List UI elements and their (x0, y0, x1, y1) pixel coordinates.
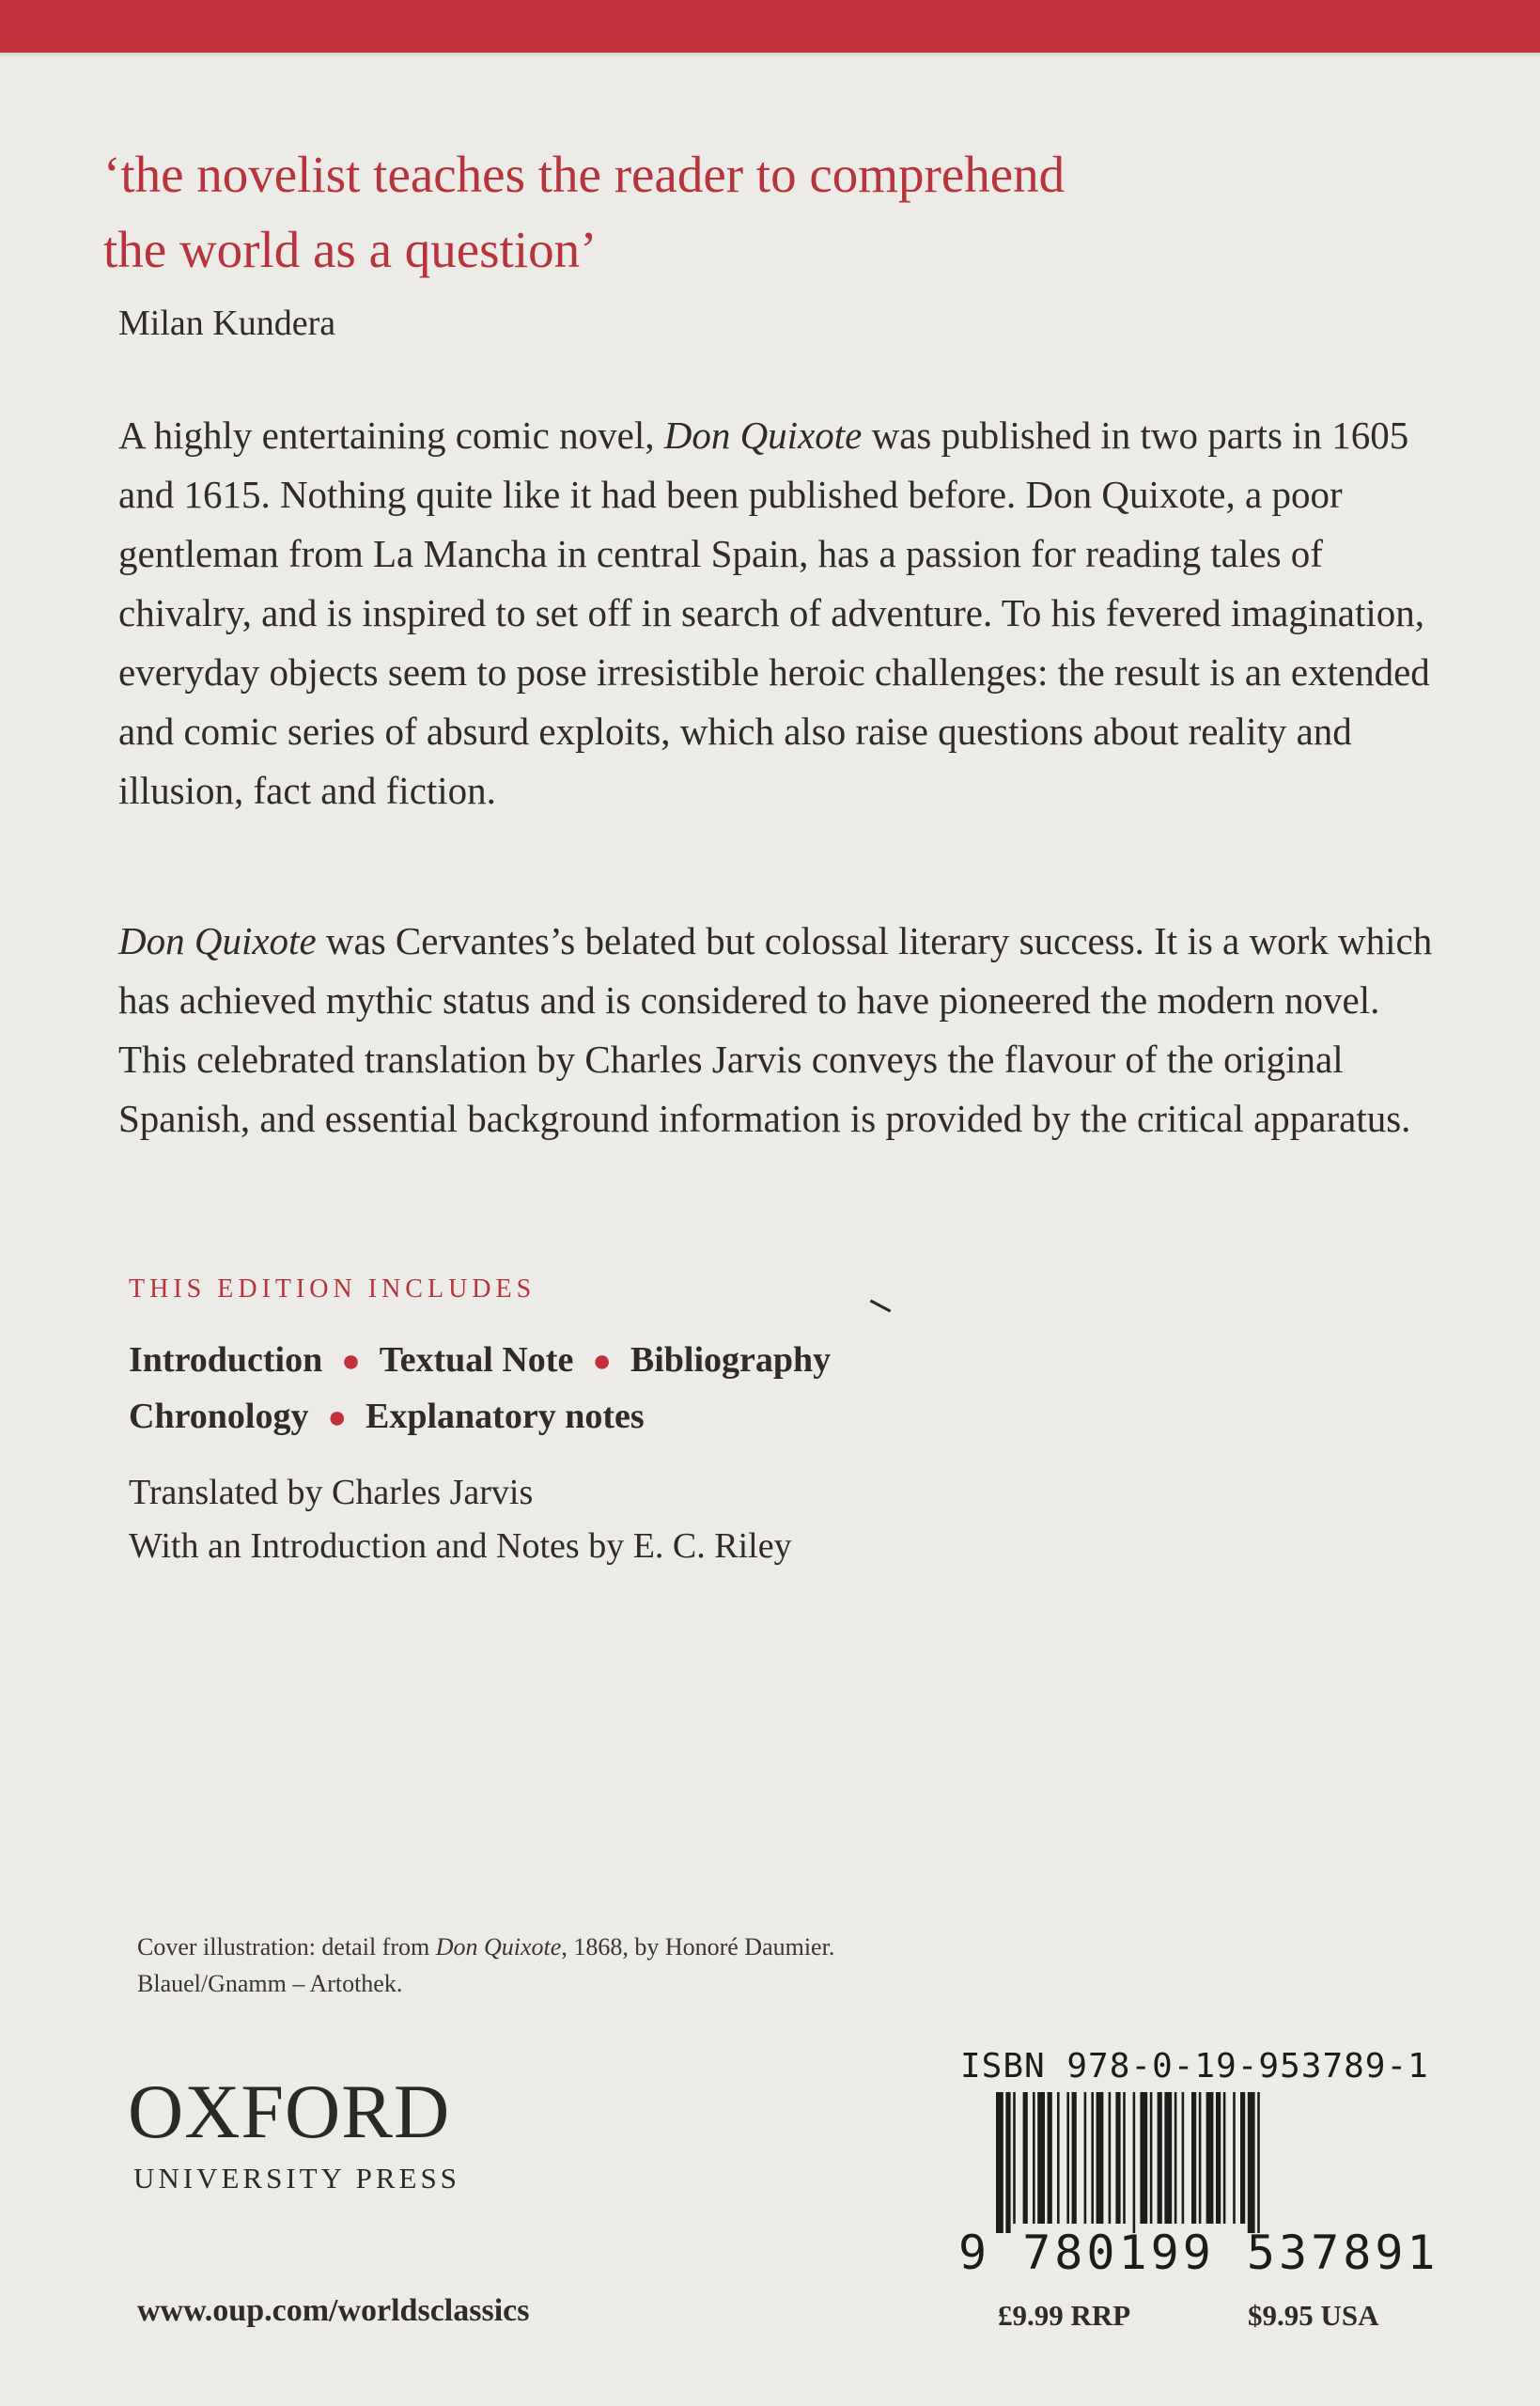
epigraph-quote (103, 137, 1325, 288)
translator-credit: Translated by Charles Jarvis (129, 1473, 534, 1512)
includes-row-2 (129, 1389, 1162, 1445)
bullet-dot-icon: ● (327, 1400, 347, 1435)
barcode-bar (1206, 2092, 1214, 2224)
barcode-bar (1109, 2092, 1112, 2224)
cover-credit-intro: Cover illustration: detail from (137, 1933, 436, 1961)
barcode-bar (1084, 2092, 1087, 2224)
blurb-p1-body: was published in two parts in 1605 and 1615. Nothing quite like it had been published before. Don Quixote, a poor gentleman from La Mancha in central Spain, has a passion for reading tales of chivalry, and is inspired to set off in search of adventure. To his fevered imagination, everyday objects seem to pose irresistible heroic challenges: the result is an extended and comic series of absurd exploits, which also raise questions about reality and illusion, fact and fiction. (118, 414, 1430, 812)
includes-heading: THIS EDITION INCLUDES (129, 1274, 537, 1304)
quote-line-1: ‘the novelist teaches the reader to comprehend (103, 146, 1066, 203)
oxford-logo-subtitle: UNIVERSITY PRESS (133, 2162, 460, 2195)
price-usd: $9.95 USA (1248, 2299, 1379, 2332)
barcode-bar (1013, 2092, 1016, 2224)
barcode-bar (1072, 2092, 1077, 2224)
barcode-bar (1191, 2092, 1196, 2224)
isbn-label: ISBN 978-0-19-953789-1 (960, 2047, 1429, 2086)
price-gbp: £9.99 RRP (998, 2299, 1131, 2332)
barcode-bar (1033, 2092, 1035, 2224)
barcode-bar (1257, 2092, 1260, 2233)
cover-credit-agency: Blauel/Gnamm – Artothek. (137, 1970, 403, 1997)
blurb-paragraph-1 (118, 406, 1434, 820)
include-item: Bibliography (630, 1340, 832, 1380)
barcode-bar (1158, 2092, 1162, 2224)
publisher-website[interactable]: www.oup.com/worldsclassics (137, 2293, 530, 2328)
edition-credits (129, 1466, 792, 1573)
include-item: Chronology (129, 1397, 309, 1436)
top-red-band (0, 0, 1540, 53)
barcode-bar (1248, 2092, 1255, 2233)
blurb-paragraph-2 (118, 912, 1434, 1148)
barcode-bar (1150, 2092, 1153, 2224)
blurb-p1-book-title: Don Quixote (663, 414, 863, 457)
barcode-bar (1057, 2092, 1060, 2224)
barcode-bar (1164, 2092, 1172, 2224)
barcode-bar (1174, 2092, 1177, 2224)
barcode-bar (1097, 2092, 1104, 2224)
barcode-bar (1216, 2092, 1221, 2224)
includes-row-1 (129, 1333, 1162, 1389)
cover-illustration-credit (137, 1929, 834, 2002)
bullet-dot-icon: ● (341, 1344, 361, 1379)
barcode-bar (1199, 2092, 1202, 2224)
barcode-image (996, 2092, 1392, 2233)
include-item: Introduction (129, 1340, 323, 1380)
barcode-bar (1182, 2092, 1185, 2224)
include-item: Explanatory notes (366, 1397, 645, 1436)
barcode-bar (1240, 2092, 1245, 2224)
barcode-bar (1023, 2092, 1028, 2224)
blurb-p2-body: was Cervantes’s belated but colossal literary success. It is a work which has achieved mythic status and is considered to have pioneered the modern novel. This celebrated translation by Charles Jarvis conveys the flavour of the original Spanish, and essential background information is provided by the critical apparatus. (118, 919, 1433, 1140)
cover-credit-detail: , 1868, by Honoré Daumier. (561, 1933, 835, 1961)
blurb-p2-book-title: Don Quixote (118, 919, 317, 962)
barcode-bar (996, 2092, 1003, 2233)
barcode-bar (1037, 2092, 1045, 2224)
top-band-shadow (0, 53, 1540, 58)
barcode-bar (1140, 2092, 1147, 2224)
quote-line-2: the world as a question’ (103, 221, 598, 278)
barcode-bar (1233, 2092, 1236, 2224)
cover-credit-title: Don Quixote (435, 1933, 562, 1961)
barcode-number: 9 780199 537891 (958, 2226, 1439, 2280)
barcode-bar (1223, 2092, 1226, 2224)
barcode-bar (1123, 2092, 1126, 2224)
include-item: Textual Note (379, 1340, 574, 1380)
bullet-dot-icon: ● (592, 1344, 612, 1379)
barcode-bar (1115, 2092, 1120, 2224)
blurb-p1-intro: A highly entertaining comic novel, (118, 414, 664, 457)
barcode-bar (1066, 2092, 1069, 2224)
barcode-bar (1091, 2092, 1094, 2224)
barcode-bar (1133, 2092, 1136, 2233)
quote-author: Milan Kundera (118, 304, 336, 343)
barcode-bar (1005, 2092, 1010, 2233)
includes-list (129, 1333, 1162, 1445)
stray-mark (870, 1300, 892, 1313)
editor-credit: With an Introduction and Notes by E. C. Riley (129, 1526, 792, 1566)
oxford-logo: OXFORD (128, 2069, 451, 2154)
barcode-bar (1048, 2092, 1052, 2224)
